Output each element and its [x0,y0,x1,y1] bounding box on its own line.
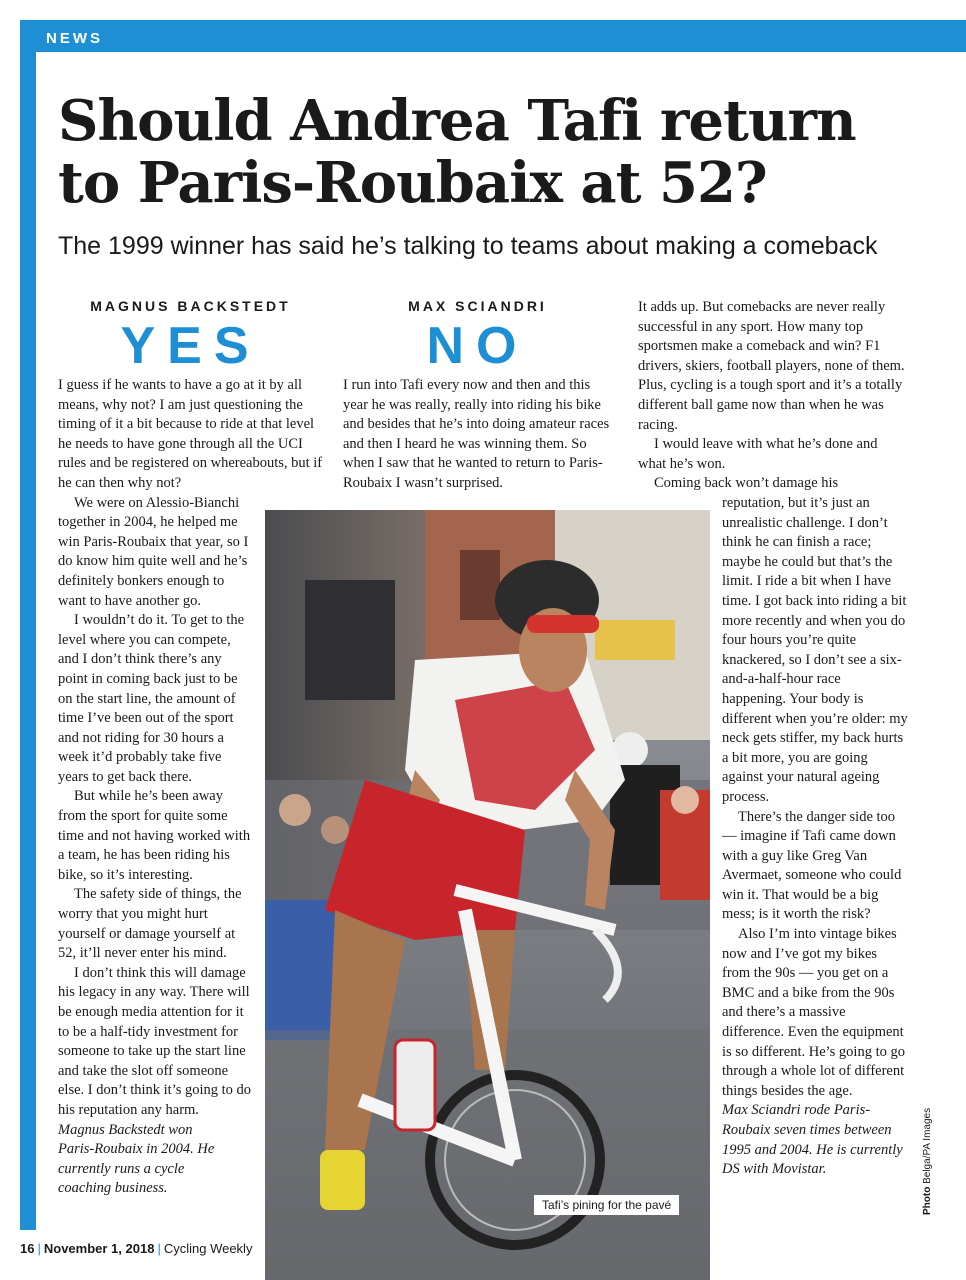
no-author-name: MAX SCIANDRI [408,298,547,314]
section-side-bar [20,20,36,1230]
section-top-bar [20,20,966,52]
headline [58,90,938,214]
photo-credit-label: Photo [922,1186,933,1215]
yes-author-bio: Magnus Backstedt won Paris-Roubaix in 2004. He currently runs a cycle coaching business. [58,1121,215,1197]
photo-caption: Tafi’s pining for the pavé [534,1195,679,1215]
yes-author-name: MAGNUS BACKSTEDT [90,298,291,314]
yes-verdict: YES [120,317,261,375]
yes-paragraph: We were on Alessio-Bianchi together in 2004, he helped me win Paris-Roubaix that year, so I do know him quite well and he’s definitely bonkers enough to want to have another go. [58,494,249,609]
issue-date: November 1, 2018 [43,1241,155,1256]
photo-cyclist [265,510,710,1280]
no-paragraph: There’s the danger side too — imagine if Tafi came down with a guy like Greg Van Avermaet, someone who could win it. That would be a big mess; is it worth the risk? [722,808,902,923]
photo-credit [922,1105,933,1215]
headline-line-2: to Paris-Roubaix at 52? [58,150,767,216]
photo-credit-source: Belga/PA Images [922,1107,933,1184]
cyclist-illustration [265,510,710,1280]
no-column-body [343,376,613,494]
yes-paragraph: I don’t think this will damage his legacy in any way. There will be enough media attention for it to be a half-tidy investment for someone to take up the start line and take the slot off someone else. I don’t think it’s going to do his reputation any harm. [58,964,252,1118]
no-paragraph: I would leave with what he’s done and what he’s won. [638,436,878,472]
headline-line-1: Should Andrea Tafi return [58,88,856,154]
footer-separator: | [157,1241,161,1256]
yes-paragraph: I wouldn’t do it. To get to the level where you can compete, and I don’t think there’s any point in coming back just to be on the start line, the amount of time I’ve been out of the sport and not riding for 30 hours a week it’d probably take five years to get back there. [58,612,245,785]
section-tab-notch [36,52,118,62]
yes-paragraph: But while he’s been away from the sport for quite some time and not having worked with a team, he has been riding his bike, so it’s interesting. [58,788,251,883]
no-author-bio: Max Sciandri rode Paris-Roubaix seven times between 1995 and 2004. He is currently DS with Movistar. [722,1102,903,1178]
page-footer [20,1241,252,1256]
section-label: NEWS [36,28,115,50]
yes-column-head [58,298,323,374]
no-column-narrow [722,494,908,1180]
footer-separator: | [37,1241,41,1256]
no-paragraph: Coming back won’t damage his [654,475,839,492]
magazine-name: Cycling Weekly [163,1241,253,1256]
no-paragraph: Also I’m into vintage bikes now and I’ve got my bikes from the 90s — you get on a BMC and a bike from the 90s and there’s a massive difference. Even the equipment is so different. He’s going to go through a whole lot of different things besides the age. [722,926,905,1099]
yes-column-body [58,376,323,1199]
yes-paragraph: The safety side of things, the worry that you might hurt yourself or damage yourself at 52, it’ll never enter his mind. [58,886,242,962]
page-number: 16 [20,1241,35,1256]
no-column-head [345,298,610,374]
no-paragraph: It adds up. But comebacks are never really successful in any sport. How many top sportsmen make a comeback and win? F1 drivers, skiers, football players, none of them. Plus, cycling is a tough sport and it’s a totally different ball game now than when he was racing. [638,299,905,433]
yes-paragraph: I guess if he wants to have a go at it by all means, why not? I am just questioning the timing of it a bit because to ride at that level he needs to have gone through all the UCI rules and be registered on whereabouts, but if he can then why not? [58,377,323,491]
no-paragraph: I run into Tafi every now and then and this year he was really, really into riding his bike and besides that he’s into doing amateur races and then I heard he was winning them. So when I saw that he wanted to return to Paris-Roubaix I wasn’t surprised. [343,377,610,491]
standfirst: The 1999 winner has said he’s talking to teams about making a comeback [58,232,878,260]
no-verdict: NO [426,317,529,375]
no-column-continued [638,298,908,494]
no-paragraph: reputation, but it’s just an unrealistic challenge. I don’t think he can finish a race; maybe he could but that’s the limit. I ride a bit when I have time. I got back into riding a bit more recently and when you do four hours you’re quite knackered, so I don’t see a six-and-a-half-hour race happening. Your body is different when you’re older: my neck gets stiffer, my back hurts a bit more, you are going against your natural ageing process. [722,495,908,805]
